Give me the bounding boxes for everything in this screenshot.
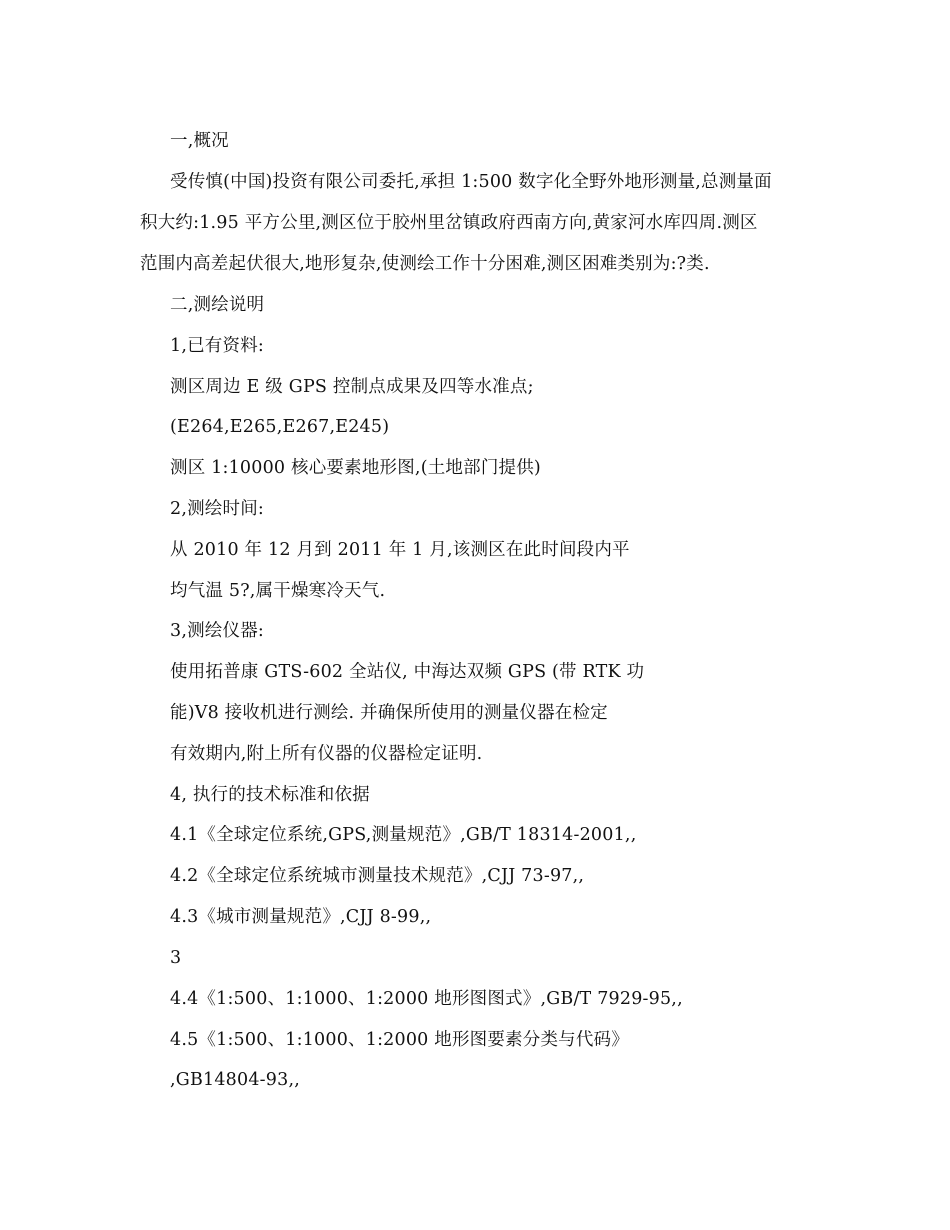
section-heading-survey-notes: 二,测绘说明 bbox=[170, 295, 265, 315]
subheading-existing-materials: 1,已有资料: bbox=[170, 336, 264, 356]
paragraph-line: 积大约:1.95 平方公里,测区位于胶州里岔镇政府西南方向,黄家河水库四周.测区 bbox=[140, 213, 758, 233]
standard-list-item: 4.2《全球定位系统城市测量技术规范》,CJJ 73-97,, bbox=[170, 866, 585, 886]
paragraph-line: 从 2010 年 12 月到 2011 年 1 月,该测区在此时间段内平 bbox=[170, 540, 630, 560]
standard-list-item: 4.4《1:500、1:1000、1:2000 地形图图式》,GB/T 7929-95,, bbox=[170, 989, 683, 1009]
paragraph-line: 测区 1:10000 核心要素地形图,(土地部门提供) bbox=[170, 458, 541, 478]
subheading-technical-standards: 4, 执行的技术标准和依据 bbox=[170, 785, 370, 805]
paragraph-line: 范围内高差起伏很大,地形复杂,使测绘工作十分困难,测区困难类别为:?类. bbox=[140, 254, 710, 274]
paragraph-line: 使用拓普康 GTS-602 全站仪, 中海达双频 GPS (带 RTK 功 bbox=[170, 662, 645, 682]
paragraph-line: 受传慎(中国)投资有限公司委托,承担 1:500 数字化全野外地形测量,总测量面 bbox=[170, 172, 772, 192]
subheading-survey-instruments: 3,测绘仪器: bbox=[170, 621, 264, 641]
standard-list-item-continuation: ,GB14804-93,, bbox=[170, 1070, 300, 1090]
page-number: 3 bbox=[170, 948, 182, 968]
standard-list-item: 4.1《全球定位系统,GPS,测量规范》,GB/T 18314-2001,, bbox=[170, 825, 637, 845]
standard-list-item: 4.3《城市测量规范》,CJJ 8-99,, bbox=[170, 907, 432, 927]
paragraph-line: (E264,E265,E267,E245) bbox=[170, 417, 390, 437]
paragraph-line: 能)V8 接收机进行测绘. 并确保所使用的测量仪器在检定 bbox=[170, 703, 608, 723]
paragraph-line: 有效期内,附上所有仪器的仪器检定证明. bbox=[170, 744, 483, 764]
paragraph-line: 测区周边 E 级 GPS 控制点成果及四等水准点; bbox=[170, 377, 534, 397]
standard-list-item: 4.5《1:500、1:1000、1:2000 地形图要素分类与代码》 bbox=[170, 1030, 629, 1050]
subheading-survey-time: 2,测绘时间: bbox=[170, 499, 264, 519]
paragraph-line: 均气温 5?,属干燥寒冷天气. bbox=[170, 581, 386, 601]
section-heading-overview: 一,概况 bbox=[170, 131, 229, 151]
